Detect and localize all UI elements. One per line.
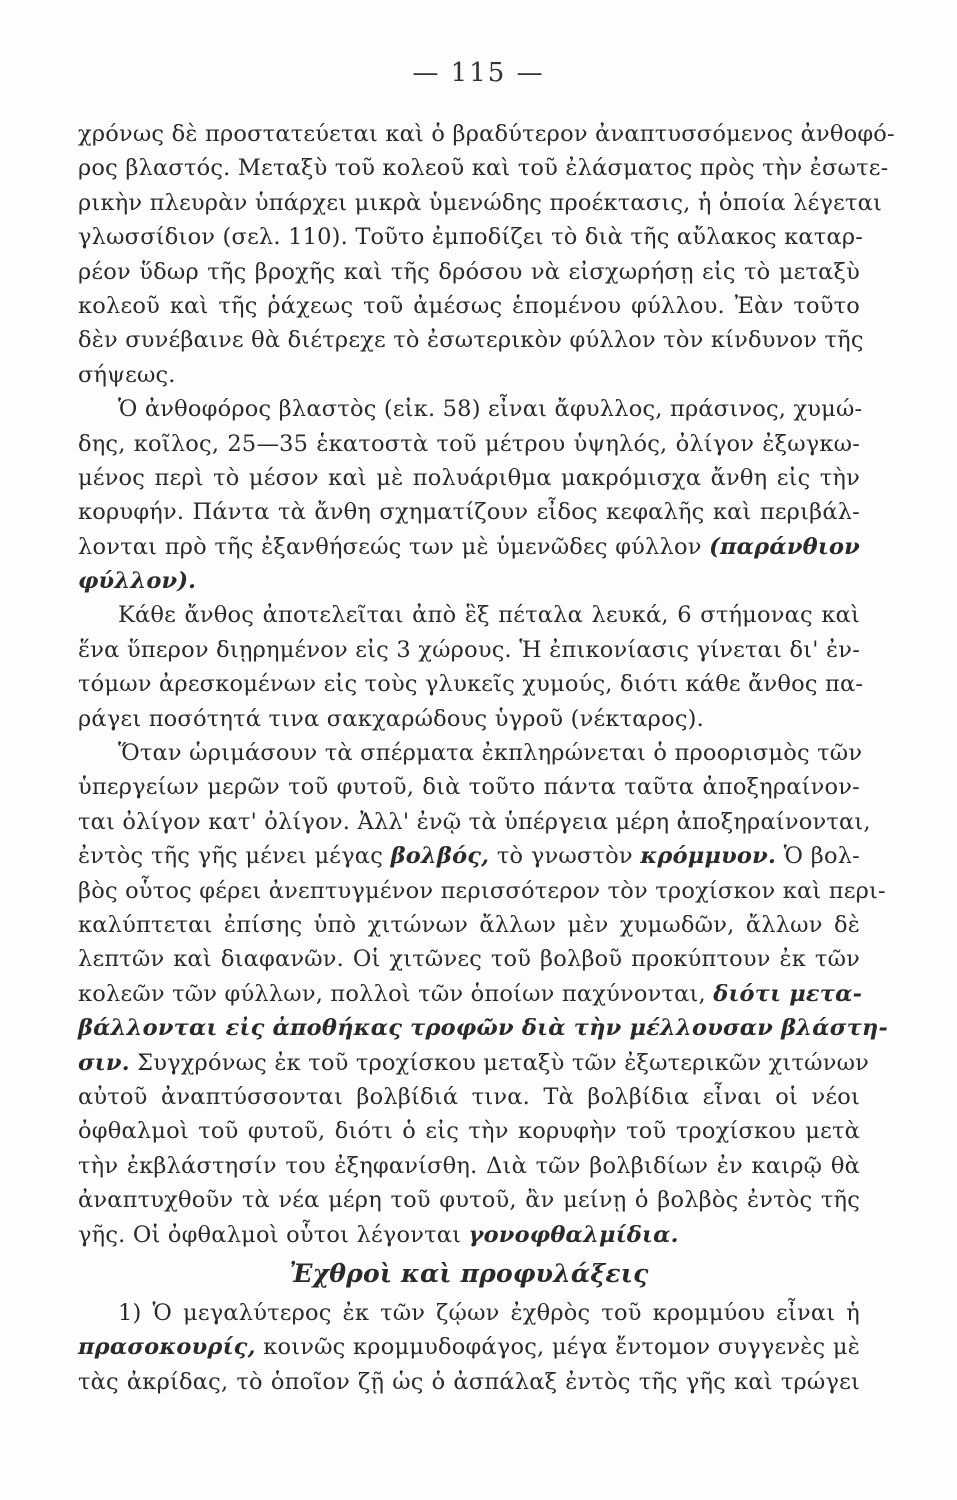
- text-line: [78, 1183, 860, 1217]
- text-line: [78, 702, 860, 736]
- text-line: [78, 392, 863, 426]
- text-line: [78, 942, 860, 976]
- text-segment: κοινῶς κρομμυδοφάγος, μέγα ἔντομον συγγενὲς μὲ: [263, 1334, 860, 1361]
- text-segment: ἀναπτυχθοῦν τὰ νέα μέρη τοῦ φυτοῦ, ἂν μείνῃ ὁ βολβὸς ἐντὸς τῆς: [78, 1187, 860, 1214]
- text-segment: τὴν ἐκβλάστησίν του ἐξηφανίσθη. Διὰ τῶν βολβιδίων ἐν καιρῷ θὰ: [78, 1152, 860, 1179]
- text-line: [78, 1330, 860, 1364]
- text-segment: γλωσσίδιον (σελ. 110). Τοῦτο ἐμποδίζει τὸ διὰ τῆς αὔλακος καταρ-: [78, 224, 864, 251]
- text-segment: καλύπτεται ἐπίσης ὑπὸ χιτώνων ἄλλων μὲν χυμωδῶν, ἄλλων δὲ: [78, 911, 860, 938]
- text-line: [78, 977, 863, 1011]
- text-line: [78, 1011, 889, 1045]
- text-line: [78, 1080, 860, 1114]
- text-line: [78, 736, 863, 770]
- text-segment: Κάθε ἄνθος ἀποτελεῖται ἀπὸ ἓξ πέταλα λευκά, 6 στήμονας καὶ: [118, 602, 860, 629]
- text-line: [78, 564, 860, 598]
- text-line: [78, 1218, 860, 1252]
- text-line: [78, 289, 860, 323]
- text-line: [78, 1149, 860, 1183]
- text-segment: μένος περὶ τὸ μέσον καὶ μὲ πολυάριθμα μακρόμισχα ἄνθη εἰς τὴν: [78, 464, 860, 491]
- text-line: [78, 255, 860, 289]
- text-line: [78, 323, 864, 357]
- text-segment: κολεοῦ καὶ τῆς ῥάχεως τοῦ ἀμέσως ἑπομένου φύλλου. Ἐὰν τοῦτο: [78, 292, 860, 319]
- text-segment: ἕνα ὕπερον διῃρημένον εἰς 3 χώρους. Ἡ ἐπικονίασις γίνεται δι' ἐν-: [78, 636, 860, 663]
- text-segment: κορυφήν. Πάντα τὰ ἄνθη σχηματίζουν εἶδος κεφαλῆς καὶ περιβάλ-: [78, 499, 860, 526]
- text-segment: τὸ γνωστὸν: [496, 843, 633, 870]
- text-segment: 1) Ὁ μεγαλύτερος ἐκ τῶν ζῴων ἐχθρὸς τοῦ κρομμύου εἶναι ἡ: [118, 1299, 860, 1326]
- emphasized-term: σιν.: [78, 1049, 130, 1076]
- text-line: [78, 117, 895, 151]
- page-number: — 115 —: [412, 58, 545, 88]
- text-line: [78, 495, 860, 529]
- text-segment: ὀφθαλμοὶ τοῦ φυτοῦ, διότι ὁ εἰς τὴν κορυφὴν τοῦ τροχίσκου μετὰ: [78, 1118, 860, 1145]
- emphasized-term: βάλλονται εἰς ἀποθήκας τροφῶν διὰ τὴν μέλλουσαν βλάστη-: [78, 1015, 889, 1042]
- text-segment: χρόνως δὲ προστατεύεται καὶ ὁ βραδύτερον ἀναπτυσσόμενος ἀνθοφό-: [78, 121, 895, 147]
- text-line: [78, 1114, 860, 1148]
- text-segment: αὐτοῦ ἀναπτύσσονται βολβίδιά τινα. Τὰ βολβίδια εἶναι οἱ νέοι: [78, 1083, 860, 1110]
- text-line: [78, 427, 860, 461]
- text-segment: βὸς οὗτος φέρει ἀνεπτυγμένον περισσότερον τὸν τροχίσκον καὶ περι-: [78, 877, 886, 904]
- text-line: [78, 461, 860, 495]
- text-segment: γῆς. Οἱ ὀφθαλμοὶ οὗτοι λέγονται: [78, 1221, 462, 1248]
- text-segment: Συγχρόνως ἐκ τοῦ τροχίσκου μεταξὺ τῶν ἐξωτερικῶν χιτώνων: [137, 1049, 870, 1076]
- text-segment: κολεῶν τῶν φύλλων, πολλοὶ τῶν ὁποίων παχύνονται,: [78, 980, 706, 1007]
- text-segment: τόμων ἀρεσκομένων εἰς τοὺς γλυκεῖς χυμούς, διότι κάθε ἄνθος πα-: [78, 671, 864, 698]
- text-line: [78, 598, 860, 632]
- text-segment: λονται πρὸ τῆς ἐξανθήσεώς των μὲ ὑμενῶδες φύλλον: [78, 533, 702, 560]
- text-segment: ἐντὸς τῆς γῆς μένει μέγας: [78, 843, 383, 870]
- text-line: [78, 633, 860, 667]
- text-line: [78, 805, 871, 839]
- text-segment: Ὅταν ὡριμάσουν τὰ σπέρματα ἐκπληρώνεται ὁ προορισμὸς τῶν: [118, 740, 863, 767]
- text-line: [78, 186, 883, 220]
- text-line: [78, 874, 886, 908]
- text-segment: ρικὴν πλευρὰν ὑπάρχει μικρὰ ὑμενώδης προέκτασις, ἡ ὁποία λέγεται: [78, 189, 883, 216]
- text-segment: ράγει ποσότητά τινα σακχαρώδους ὑγροῦ (νέκταρος).: [78, 705, 704, 732]
- text-segment: ρέον ὕδωρ τῆς βροχῆς καὶ τῆς δρόσου νὰ εἰσχωρήσῃ εἰς τὸ μεταξὺ: [78, 258, 860, 285]
- text-segment: σήψεως.: [78, 361, 176, 388]
- text-line: [78, 839, 860, 873]
- emphasized-term: πρασοκουρίς,: [78, 1334, 256, 1361]
- emphasized-term: βολβός,: [390, 843, 490, 870]
- text-segment: λεπτῶν καὶ διαφανῶν. Οἱ χιτῶνες τοῦ βολβοῦ προκύπτουν ἐκ τῶν: [78, 946, 860, 973]
- emphasized-term: φύλλον).: [78, 568, 197, 595]
- emphasized-term: διότι μετα-: [713, 980, 863, 1007]
- text-line: [78, 530, 860, 564]
- text-segment: δης, κοῖλος, 25—35 ἑκατοστὰ τοῦ μέτρου ὑψηλός, ὀλίγον ἐξωγκω-: [78, 430, 860, 457]
- text-line: [78, 1365, 860, 1399]
- text-segment: Ὁ ἀνθοφόρος βλαστὸς (εἰκ. 58) εἶναι ἄφυλλος, πράσινος, χυμώ-: [118, 396, 863, 423]
- text-line: [78, 1046, 870, 1080]
- text-segment: ρος βλαστός. Μεταξὺ τοῦ κολεοῦ καὶ τοῦ ἐλάσματος πρὸς τὴν ἐσωτε-: [78, 155, 889, 182]
- text-line: [78, 1296, 860, 1330]
- text-line: [78, 151, 889, 185]
- emphasized-term: γονοφθαλμίδια.: [468, 1221, 679, 1248]
- text-line: [78, 220, 864, 254]
- body-text: [78, 117, 895, 1399]
- text-segment: Ὁ βολ-: [783, 843, 860, 870]
- text-segment: ὑπεργείων μερῶν τοῦ φυτοῦ, διὰ τοῦτο πάντα ταῦτα ἀποξηραίνον-: [78, 774, 860, 801]
- emphasized-term: κρόμμυον.: [640, 843, 776, 870]
- section-heading: Ἐχθροὶ καὶ προφυλάξεις: [289, 1258, 649, 1288]
- text-line: [78, 358, 860, 392]
- emphasized-term: (παράνθιον: [709, 533, 860, 560]
- text-segment: δὲν συνέβαινε θὰ διέτρεχε τὸ ἐσωτερικὸν φύλλον τὸν κίνδυνον τῆς: [78, 327, 864, 354]
- text-segment: τὰς ἀκρίδας, τὸ ὁποῖον ζῇ ὡς ὁ ἀσπάλαξ ἐντὸς τῆς γῆς καὶ τρώγει: [78, 1368, 860, 1395]
- text-line: [78, 908, 860, 942]
- text-line: [78, 667, 864, 701]
- text-segment: ται ὀλίγον κατ' ὀλίγον. Ἀλλ' ἐνῷ τὰ ὑπέργεια μέρη ἀποξηραίνονται,: [78, 808, 871, 835]
- text-line: [78, 770, 860, 804]
